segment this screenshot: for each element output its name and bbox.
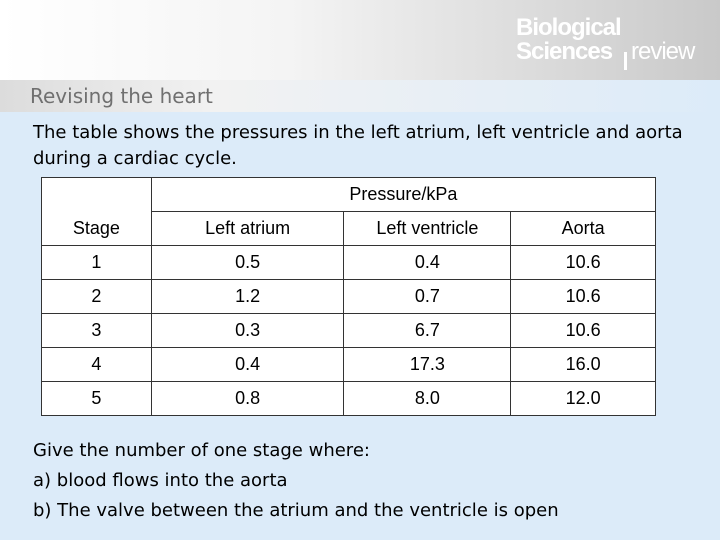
table-row	[42, 348, 656, 382]
table-row	[42, 314, 656, 348]
table-cell: 4	[42, 348, 152, 382]
question-b: b) The valve between the atrium and the ventricle is open	[33, 500, 559, 521]
table-cell: 10.6	[511, 314, 656, 348]
table-column-header-row	[42, 212, 656, 246]
column-header-left-atrium: Left atrium	[151, 212, 344, 246]
table-header-blank	[42, 178, 152, 212]
table-cell: 12.0	[511, 382, 656, 416]
questions-prompt: Give the number of one stage where:	[33, 440, 370, 461]
logo-line-1: Biological	[516, 14, 621, 41]
questions-block	[33, 436, 713, 526]
column-header-aorta: Aorta	[511, 212, 656, 246]
logo-line-3: review	[631, 38, 695, 65]
table-cell: 2	[42, 280, 152, 314]
table-group-header-row	[42, 178, 656, 212]
table-row	[42, 246, 656, 280]
question-a: a) blood flows into the aorta	[33, 470, 288, 491]
table-cell: 0.5	[151, 246, 344, 280]
column-header-left-ventricle: Left ventricle	[344, 212, 511, 246]
table-cell: 10.6	[511, 246, 656, 280]
table-cell: 8.0	[344, 382, 511, 416]
table-cell: 0.7	[344, 280, 511, 314]
table-cell: 0.8	[151, 382, 344, 416]
table-cell: 0.3	[151, 314, 344, 348]
table-group-header: Pressure/kPa	[151, 178, 655, 212]
table-cell: 17.3	[344, 348, 511, 382]
pressure-table	[41, 177, 656, 416]
intro-text: The table shows the pressures in the left atrium, left ventricle and aorta during a cardiac cycle.	[33, 122, 683, 169]
table-cell: 10.6	[511, 280, 656, 314]
table-cell: 1	[42, 246, 152, 280]
header-banner	[0, 0, 720, 80]
table-cell: 5	[42, 382, 152, 416]
table-cell: 6.7	[344, 314, 511, 348]
table-cell: 0.4	[151, 348, 344, 382]
column-header-stage: Stage	[42, 212, 152, 246]
biological-sciences-review-logo	[510, 14, 710, 66]
table-cell: 0.4	[344, 246, 511, 280]
table-cell: 16.0	[511, 348, 656, 382]
table-cell: 3	[42, 314, 152, 348]
table-row	[42, 382, 656, 416]
logo-divider	[624, 52, 627, 70]
table-row	[42, 280, 656, 314]
logo-line-2: Sciences	[516, 38, 613, 65]
slide-subtitle: Revising the heart	[30, 84, 213, 108]
table-cell: 1.2	[151, 280, 344, 314]
